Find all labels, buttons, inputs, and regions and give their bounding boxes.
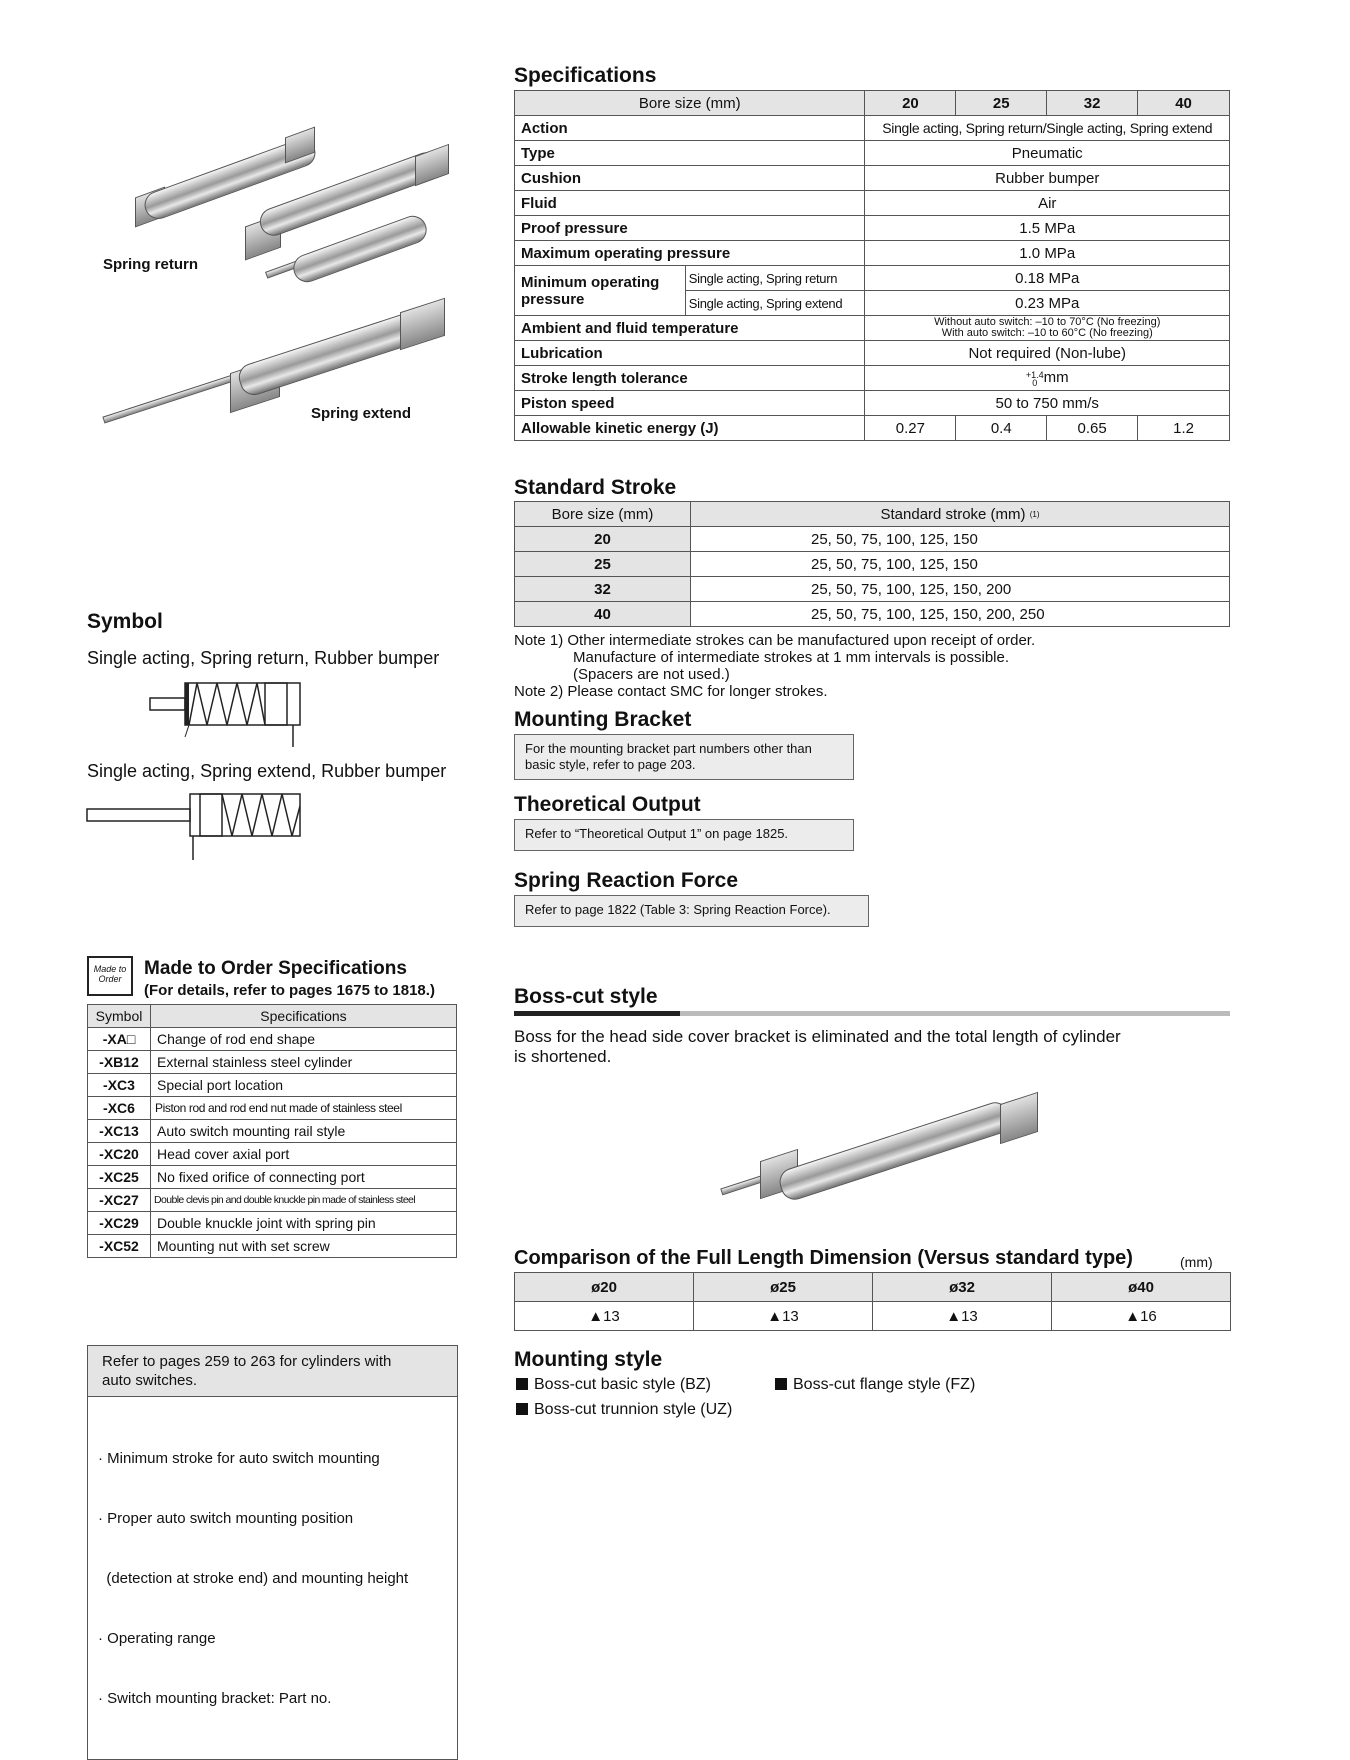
mto-spec: External stainless steel cylinder [151,1051,457,1074]
tolerance-lower: 0 [1032,377,1038,388]
stroke-bore-32: 32 [515,577,691,602]
mto-col-symbol: Symbol [88,1005,151,1028]
kinetic-32: 0.65 [1047,416,1138,441]
spec-value-action: Single acting, Spring return/Single acting, Spring extend [865,116,1230,141]
spec-value-max-pressure: 1.0 MPa [865,241,1230,266]
spring-reaction-title: Spring Reaction Force [514,869,739,892]
kinetic-25: 0.4 [956,416,1047,441]
comparison-title: Comparison of the Full Length Dimension (Versus standard type) [514,1247,1133,1269]
stroke-bore-40: 40 [515,602,691,627]
mounting-bracket-line2: basic style, refer to page 203. [525,757,696,772]
mto-symbol: -XB12 [88,1051,151,1074]
symbol-title: Symbol [87,610,163,633]
auto-switch-item: · Operating range [98,1630,216,1647]
comparison-header: ø40 [1052,1273,1231,1302]
spec-value-temperature [865,316,1230,341]
stroke-bore-20: 20 [515,527,691,552]
comparison-unit: (mm) [1180,1254,1213,1270]
note1-prefix: Note 1) [514,632,564,649]
boss-cut-description [514,1027,1230,1067]
mto-spec: Head cover axial port [151,1143,457,1166]
mounting-style-title: Mounting style [514,1348,663,1371]
spec-label-lubrication: Lubrication [515,341,865,366]
mto-symbol: -XC3 [88,1074,151,1097]
boss-cut-photo [715,1090,1045,1210]
boss-cut-desc-line2: is shortened. [514,1047,612,1066]
theoretical-output-title: Theoretical Output [514,793,701,816]
stroke-values-40: 25, 50, 75, 100, 125, 150, 200, 250 [691,602,1230,627]
mto-spec: Piston rod and rod end nut made of stainless steel [151,1097,457,1120]
mto-symbol: -XC29 [88,1212,151,1235]
temperature-line-2: With auto switch: –10 to 60°C (No freezing) [941,327,1153,339]
made-to-order-subtitle: (For details, refer to pages 1675 to 1818.) [144,982,435,999]
mto-symbol: -XC25 [88,1166,151,1189]
mto-symbol: -XC52 [88,1235,151,1258]
stroke-bore-25: 25 [515,552,691,577]
auto-switch-list [88,1397,457,1759]
spec-value-proof: 1.5 MPa [865,216,1230,241]
mto-spec: Auto switch mounting rail style [151,1120,457,1143]
mto-symbol: -XC20 [88,1143,151,1166]
kinetic-40: 1.2 [1138,416,1230,441]
stroke-col-bore: Bore size (mm) [515,502,691,527]
auto-switch-item: · Minimum stroke for auto switch mounting [98,1450,380,1467]
spec-label-action: Action [515,116,865,141]
auto-switch-item: · Switch mounting bracket: Part no. [98,1690,332,1707]
mounting-bracket-box [514,734,854,780]
mto-symbol: -XC6 [88,1097,151,1120]
mto-spec: Double clevis pin and double knuckle pin made of stainless steel [151,1189,457,1212]
square-bullet-icon [516,1378,528,1390]
stroke-notes [514,632,1230,700]
mounting-style-item-bz [516,1376,711,1394]
symbol-spring-extend-diagram [85,788,310,863]
spec-value-stroke-tolerance [865,366,1230,391]
spring-reaction-text: Refer to page 1822 (Table 3: Spring Reaction Force). [525,902,831,917]
spec-label-stroke-tolerance: Stroke length tolerance [515,366,865,391]
min-pressure-sub-extend: Single acting, Spring extend [685,291,865,316]
specifications-table [514,90,1230,441]
comparison-header: ø20 [515,1273,694,1302]
mounting-bracket-title: Mounting Bracket [514,708,692,731]
mto-spec: Special port location [151,1074,457,1097]
square-bullet-icon [775,1378,787,1390]
comparison-value: ▲13 [873,1302,1052,1331]
tolerance-upper: +1.4 [1025,369,1044,380]
spec-label-kinetic: Allowable kinetic energy (J) [515,416,865,441]
mto-spec: Change of rod end shape [151,1028,457,1051]
comparison-value: ▲13 [515,1302,694,1331]
mto-symbol: -XA□ [88,1028,151,1051]
specifications-title: Specifications [514,64,657,87]
made-to-order-table [87,1004,457,1258]
symbol-sub-return: Single acting, Spring return, Rubber bumper [87,648,440,668]
min-pressure-value-return: 0.18 MPa [865,266,1230,291]
spec-label-proof: Proof pressure [515,216,865,241]
mto-symbol: -XC27 [88,1189,151,1212]
stroke-values-25: 25, 50, 75, 100, 125, 150 [691,552,1230,577]
made-to-order-icon-line1: Made to [93,964,127,974]
bore-20: 20 [865,91,956,116]
mounting-style-label: Boss-cut flange style (FZ) [793,1376,976,1393]
spec-value-fluid: Air [865,191,1230,216]
note1-line2: Manufacture of intermediate strokes at 1 mm intervals is possible. [573,649,1010,666]
spec-label-piston-speed: Piston speed [515,391,865,416]
mounting-style-label: Boss-cut trunnion style (UZ) [534,1401,733,1418]
spec-value-piston-speed: 50 to 750 mm/s [865,391,1230,416]
product-photo-spring-return [95,120,465,300]
note1-line3: (Spacers are not used.) [573,666,730,683]
standard-stroke-table [514,501,1230,627]
made-to-order-icon-line2: Order [98,974,122,984]
auto-switch-item: (detection at stroke end) and mounting height [98,1570,409,1587]
mto-spec: Mounting nut with set screw [151,1235,457,1258]
boss-cut-title: Boss-cut style [514,985,658,1008]
spec-value-cushion: Rubber bumper [865,166,1230,191]
mounting-bracket-line1: For the mounting bracket part numbers other than [525,741,812,756]
square-bullet-icon [516,1403,528,1415]
spring-extend-label: Spring extend [311,405,412,422]
bore-25: 25 [956,91,1047,116]
spec-label-temperature: Ambient and fluid temperature [515,316,865,341]
min-pressure-sub-return: Single acting, Spring return [685,266,865,291]
stroke-values-20: 25, 50, 75, 100, 125, 150 [691,527,1230,552]
auto-switch-header-line1: Refer to pages 259 to 263 for cylinders with [102,1353,392,1370]
boss-cut-rule [514,1011,1230,1016]
spec-value-type: Pneumatic [865,141,1230,166]
comparison-table [514,1272,1231,1331]
mto-spec: Double knuckle joint with spring pin [151,1212,457,1235]
note1-line1: Other intermediate strokes can be manufactured upon receipt of order. [567,632,1036,649]
comparison-value: ▲13 [694,1302,873,1331]
mounting-style-item-fz [775,1376,975,1394]
tolerance-unit: mm [1043,369,1069,387]
spec-label-cushion: Cushion [515,166,865,191]
spring-return-label: Spring return [103,256,199,273]
made-to-order-icon [87,956,133,996]
min-pressure-value-extend: 0.23 MPa [865,291,1230,316]
theoretical-output-text: Refer to “Theoretical Output 1” on page 1825. [525,826,789,841]
stroke-values-32: 25, 50, 75, 100, 125, 150, 200 [691,577,1230,602]
auto-switch-header [88,1346,457,1397]
spec-label-fluid: Fluid [515,191,865,216]
mounting-style-item-uz [516,1401,732,1419]
standard-stroke-title: Standard Stroke [514,476,677,499]
boss-cut-desc-line1: Boss for the head side cover bracket is eliminated and the total length of cylinder [514,1027,1121,1046]
spec-value-lubrication: Not required (Non-lube) [865,341,1230,366]
note2-prefix: Note 2) [514,683,564,700]
spec-label-min-pressure: Minimum operating pressure [515,266,686,316]
auto-switch-header-line2: auto switches. [102,1372,198,1389]
bore-32: 32 [1047,91,1138,116]
mto-spec: No fixed orifice of connecting port [151,1166,457,1189]
made-to-order-title: Made to Order Specifications [144,958,407,979]
bore-40: 40 [1138,91,1230,116]
auto-switch-box [87,1345,458,1760]
note2-text: Please contact SMC for longer strokes. [567,683,828,700]
spec-label-type: Type [515,141,865,166]
comparison-header: ø32 [873,1273,1052,1302]
symbol-sub-extend: Single acting, Spring extend, Rubber bumper [87,761,447,781]
bore-size-header: Bore size (mm) [515,91,865,116]
stroke-col-stroke: Standard stroke (mm) (1) [691,502,1230,527]
mounting-style-label: Boss-cut basic style (BZ) [534,1376,711,1393]
comparison-value: ▲16 [1052,1302,1231,1331]
spec-label-max-pressure: Maximum operating pressure [515,241,865,266]
mto-col-spec: Specifications [151,1005,457,1028]
mto-symbol: -XC13 [88,1120,151,1143]
spring-reaction-box [514,895,869,927]
comparison-header: ø25 [694,1273,873,1302]
theoretical-output-box [514,819,854,851]
stroke-note-ref: (1) [1029,509,1040,519]
kinetic-20: 0.27 [865,416,956,441]
auto-switch-item: · Proper auto switch mounting position [98,1510,354,1527]
temperature-line-1: Without auto switch: –10 to 70°C (No freezing) [934,316,1161,328]
symbol-spring-return-diagram [145,675,310,750]
